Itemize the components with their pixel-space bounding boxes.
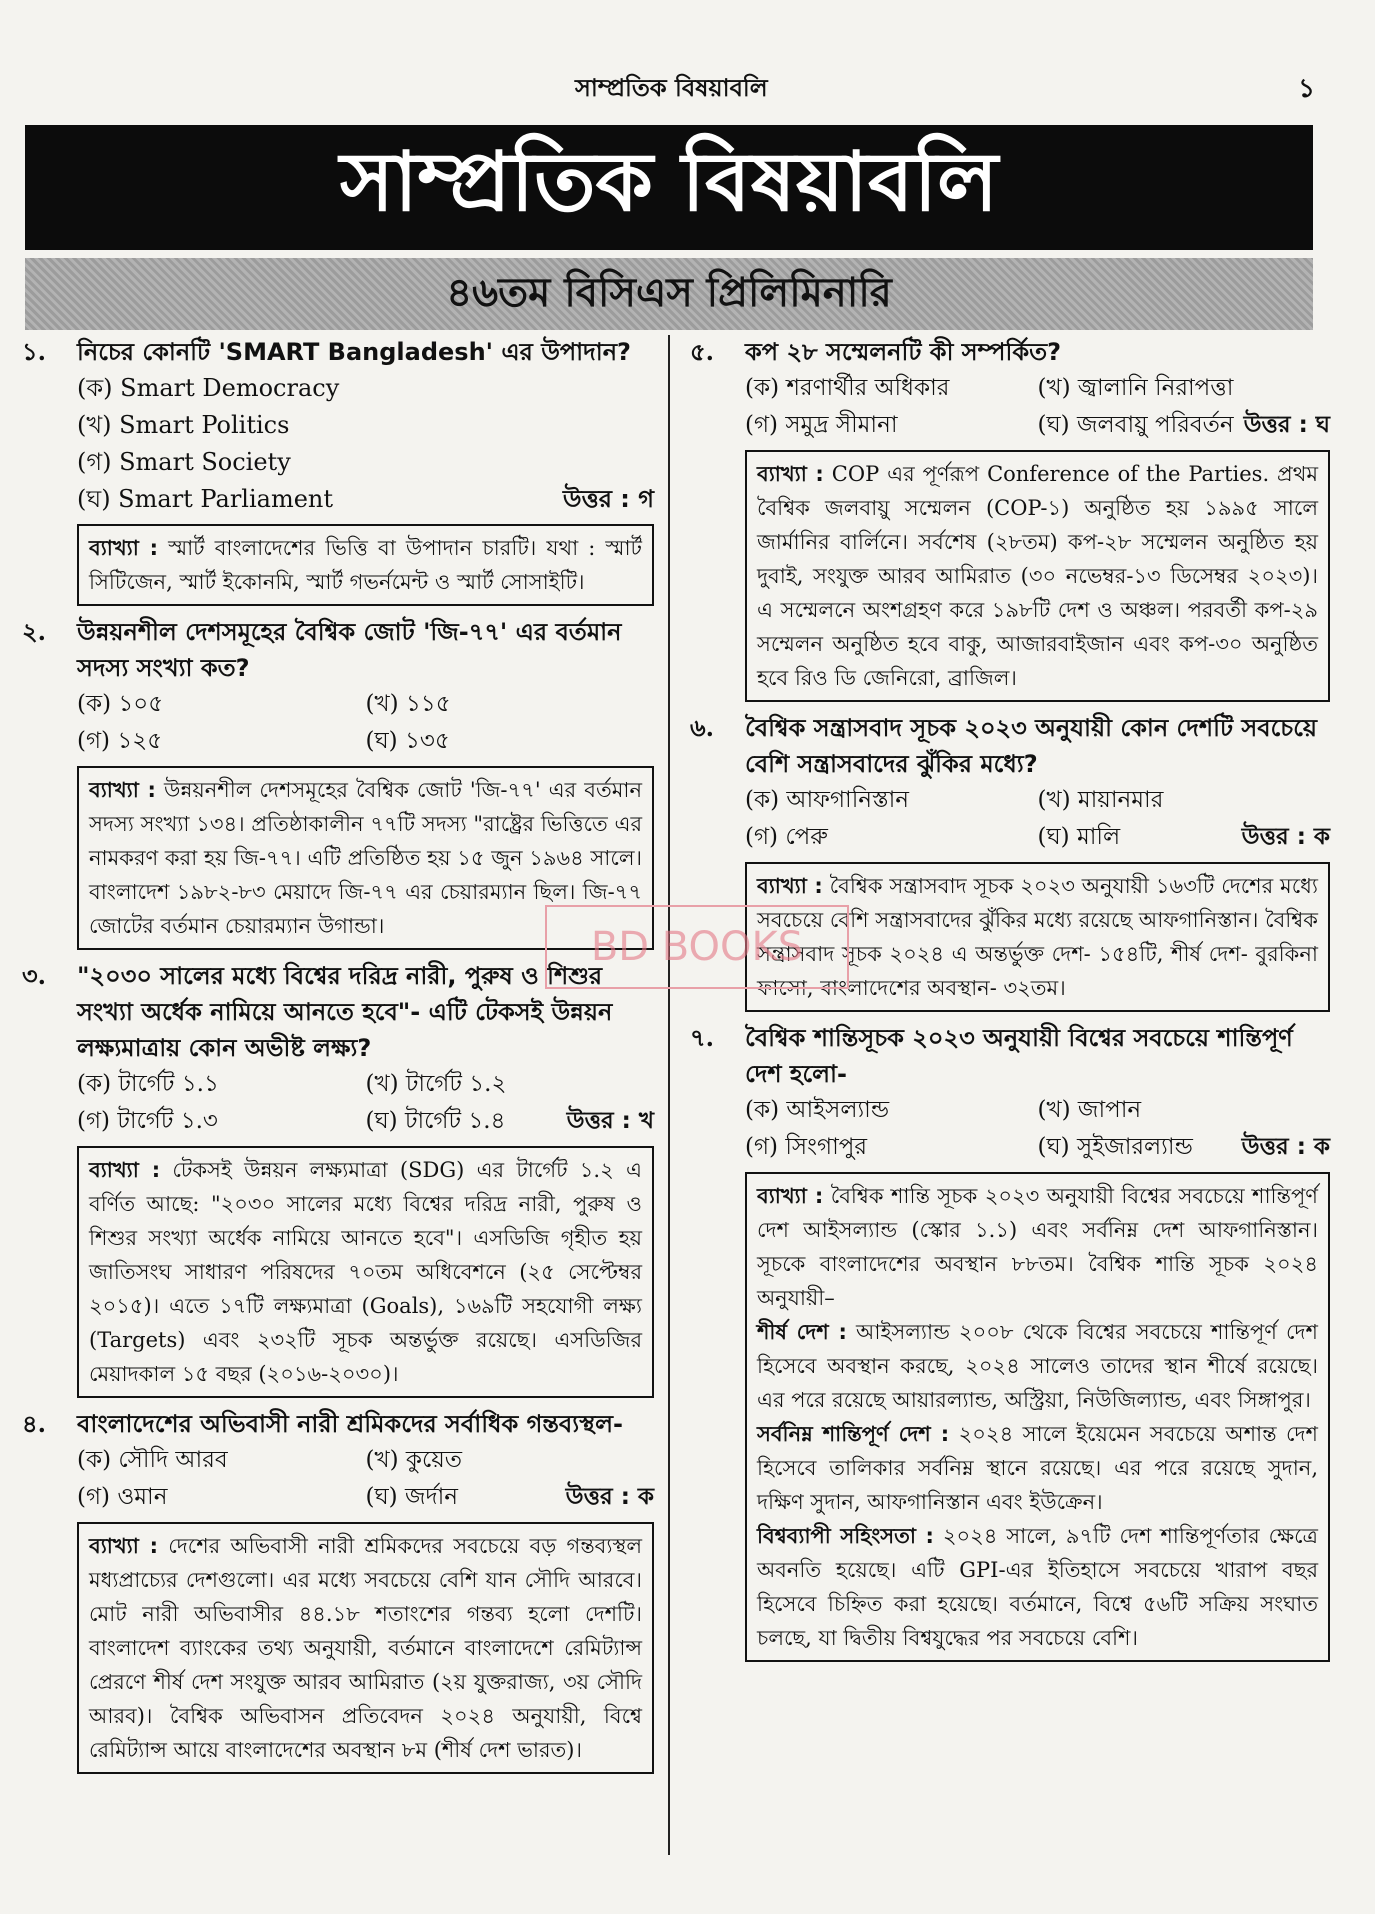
question-number: ৫.: [690, 337, 714, 366]
question-number: ৩.: [22, 961, 46, 990]
question-number: ১.: [22, 337, 46, 366]
explanation-label: ব্যাখ্যা :: [89, 1534, 159, 1558]
option-gha: (ঘ) মালি: [1037, 824, 1121, 850]
explanation-text: COP এর পূর্ণরূপ Conference of the Parties. প্রথম বৈশ্বিক জলবায়ু সম্মেলন (COP-১) অনুষ্ঠিত হয় ১৯৯৫ সালে জার্মানির বার্লিনে। সর্বশেষ (২৮তম) কপ-২৮ সম্মেলন অনুষ্ঠিত হয় দুবাই, সংযুক্ত আরব আমিরাত (৩০ নভেম্বর-১৩ ডিসেম্বর ২০২৩)। এ সম্মেলনে অংশগ্রহণ করে ১৯৮টি দেশ ও অঞ্চল। পরবর্তী কপ-২৯ সম্মেলন অনুষ্ঠিত হবে বাকু, আজারবাইজান এবং কপ-৩০ অনুষ্ঠিত হবে রিও ডি জেনিরো, ব্রাজিল।: [757, 462, 1318, 690]
question-1: [22, 334, 654, 370]
option-ka: (ক) শরণার্থীর অধিকার: [745, 375, 950, 401]
question-text: বৈশ্বিক শান্তিসূচক ২০২৩ অনুযায়ী বিশ্বের সবচেয়ে শান্তিপূর্ণ দেশ হলো-: [745, 1024, 1293, 1088]
explanation-text: বৈশ্বিক সন্ত্রাসবাদ সূচক ২০২৩ অনুযায়ী ১৬৩টি দেশের মধ্যে সবচেয়ে বেশি সন্ত্রাসবাদের ঝুঁকির মধ্যে রয়েছে আফগানিস্তান। বৈশ্বিক সন্ত্রাসবাদ সূচক ২০২৪ এ অন্তর্ভুক্ত দেশ- ১৫৪টি, শীর্ষ দেশ- বুরকিনা ফাসো, বাংলাদেশের অবস্থান- ৩২তম।: [757, 874, 1318, 1000]
explanation-box: [745, 1172, 1330, 1662]
question-text: নিচের কোনটি 'SMART Bangladesh' এর উপাদান?: [77, 338, 631, 366]
explanation-box: [745, 450, 1330, 702]
section-title-bar: ৪৬তম বিসিএস প্রিলিমিনারি: [25, 258, 1313, 330]
option-gha: (ঘ) Smart Parliament: [77, 485, 334, 513]
chapter-title-banner: সাম্প্রতিক বিষয়াবলি: [25, 125, 1313, 250]
option-ga: (গ) সিংগাপুর: [745, 1134, 868, 1160]
question-2: [22, 614, 654, 686]
options: [745, 370, 1330, 444]
explanation-box: [77, 524, 654, 606]
option-ga: (গ) পেরু: [745, 824, 828, 850]
option-ka: (ক) টার্গেট ১.১: [77, 1071, 219, 1097]
explanation-text: দেশের অভিবাসী নারী শ্রমিকদের সবচেয়ে বড় গন্তব্যস্থল মধ্যপ্রাচ্যের দেশগুলো। এর মধ্যে সবচেয়ে বেশি যান সৌদি আরবে। মোট নারী অভিবাসীর ৪৪.১৮ শতাংশের গন্তব্য হলো দেশটি। বাংলাদেশ ব্যাংকের তথ্য অনুযায়ী, বর্তমানে বাংলাদেশে রেমিট্যান্স প্রেরণে শীর্ষ দেশ সংযুক্ত আরব আমিরাত (২য় যুক্তরাজ্য, ৩য় সৌদি আরব)। বৈশ্বিক অভিবাসন প্রতিবেদন ২০২৪ অনুযায়ী, বিশ্বে রেমিট্যান্স আয়ে বাংলাদেশের অবস্থান ৮ম (শীর্ষ দেশ ভারত)।: [89, 1534, 643, 1762]
running-title: সাম্প্রতিক বিষয়াবলি: [575, 74, 768, 102]
explanation-box: [77, 1146, 654, 1398]
explanation-box: [77, 1522, 654, 1774]
answer-label: উত্তর : ক: [1241, 824, 1330, 850]
options: [77, 686, 654, 760]
answer-label: উত্তর : ক: [565, 1484, 654, 1510]
option-ka: (ক) সৌদি আরব: [77, 1447, 228, 1473]
option-ga: (গ) টার্গেট ১.৩: [77, 1108, 218, 1134]
option-gha: (ঘ) জলবায়ু পরিবর্তন: [1037, 412, 1234, 438]
column-divider: [668, 335, 670, 1855]
option-ga: (গ) সমুদ্র সীমানা: [745, 412, 898, 438]
option-row: [366, 1479, 655, 1516]
page-number: ১: [1298, 74, 1315, 104]
answer-label: উত্তর : গ: [562, 485, 654, 513]
question-text: কপ ২৮ সম্মেলনটি কী সম্পর্কিত?: [745, 338, 1062, 366]
running-header: [0, 60, 1375, 104]
right-column: [690, 330, 1330, 1670]
options: [77, 1066, 654, 1140]
question-number: ৭.: [690, 1023, 714, 1052]
question-text: "২০৩০ সালের মধ্যে বিশ্বের দরিদ্র নারী, পুরুষ ও শিশুর সংখ্যা অর্ধেক নামিয়ে আনতে হবে"- এটি টেকসই উন্নয়ন লক্ষ্যমাত্রায় কোন অভীষ্ট লক্ষ্য?: [77, 962, 613, 1062]
explanation-label: ব্যাখ্যা :: [89, 1158, 161, 1182]
option-row: [1038, 407, 1331, 444]
question-6: [690, 710, 1330, 782]
option-gha: (ঘ) ১৩৫: [365, 728, 450, 754]
left-column: [22, 330, 654, 1782]
options: [77, 1442, 654, 1516]
watermark-logo: BD BOOKS: [545, 905, 849, 989]
option-kha: (খ) জাপান: [1037, 1097, 1142, 1123]
option-ka: (ক) ১০৫: [77, 691, 164, 717]
explanation-label: ব্যাখ্যা :: [89, 536, 158, 560]
answer-label: উত্তর : ক: [1241, 1134, 1330, 1160]
question-number: ৪.: [22, 1409, 46, 1438]
options: [77, 370, 654, 518]
explanation-text: বৈশ্বিক শান্তি সূচক ২০২৩ অনুযায়ী বিশ্বের সবচেয়ে শান্তিপূর্ণ দেশ আইসল্যান্ড (স্কোর ১.১) এবং সর্বনিম্ন দেশ আফগানিস্তান। সূচকে বাংলাদেশের অবস্থান ৮৮তম। বৈশ্বিক শান্তি সূচক ২০২৪ অনুযায়ী–: [757, 1184, 1318, 1310]
explanation-label: ব্যাখ্যা :: [89, 778, 156, 802]
explanation-text: উন্নয়নশীল দেশসমূহের বৈশ্বিক জোট 'জি-৭৭' এর বর্তমান সদস্য সংখ্যা ১৩৪। প্রতিষ্ঠাকালীন ৭৭টি সদস্য "রাষ্ট্রের ভিত্তিতে এর নামকরণ করা হয় জি-৭৭। এটি প্রতিষ্ঠিত হয় ১৫ জুন ১৯৬৪ সালে। বাংলাদেশ ১৯৮২-৮৩ মেয়াদে জি-৭৭ এর চেয়ারম্যান ছিল। জি-৭৭ জোটের বর্তমান চেয়ারম্যান উগান্ডা।: [89, 778, 642, 938]
question-text: বৈশ্বিক সন্ত্রাসবাদ সূচক ২০২৩ অনুযায়ী কোন দেশটি সবচেয়ে বেশি সন্ত্রাসবাদের ঝুঁকির মধ্যে?: [745, 714, 1317, 778]
explanation-text: টেকসই উন্নয়ন লক্ষ্যমাত্রা (SDG) এর টার্গেট ১.২ এ বর্ণিত আছে: "২০৩০ সালের মধ্যে বিশ্বের দরিদ্র নারী, পুরুষ ও শিশুর সংখ্যা অর্ধেক নামিয়ে আনতে হবে"। এসডিজি গৃহীত হয় জাতিসংঘ সাধারণ পরিষদের ৭০তম অধিবেশনে (২৫ সেপ্টেম্বর ২০১৫)। এতে ১৭টি লক্ষ্যমাত্রা (Goals), ১৬৯টি সহযোগী লক্ষ্য (Targets) এবং ২৩২টি সূচক অন্তর্ভুক্ত রয়েছে। এসডিজির মেয়াদকাল ১৫ বছর (২০১৬-২০৩০)।: [89, 1158, 642, 1386]
question-text: বাংলাদেশের অভিবাসী নারী শ্রমিকদের সর্বাধিক গন্তব্যস্থল-: [77, 1410, 623, 1438]
options: [745, 782, 1330, 856]
option-kha: (খ) জ্বালানি নিরাপত্তা: [1037, 375, 1234, 401]
explanation-text: স্মার্ট বাংলাদেশের ভিত্তি বা উপাদান চারটি। যথা : স্মার্ট সিটিজেন, স্মার্ট ইকোনমি, স্মার্ট গভর্নমেন্ট ও স্মার্ট সোসাইটি।: [89, 536, 642, 594]
option-row: [77, 481, 654, 518]
option-ka: (ক) Smart Democracy: [77, 374, 340, 402]
option-kha: (খ) কুয়েত: [365, 1447, 463, 1473]
explanation-label: ব্যাখ্যা :: [757, 462, 824, 486]
option-row: [1038, 1129, 1331, 1166]
question-7: [690, 1020, 1330, 1092]
option-ga: (গ) ওমান: [77, 1484, 168, 1510]
option-kha: (খ) ১১৫: [365, 691, 451, 717]
question-text: উন্নয়নশীল দেশসমূহের বৈশ্বিক জোট 'জি-৭৭' এর বর্তমান সদস্য সংখ্যা কত?: [77, 618, 622, 682]
question-number: ৬.: [690, 713, 714, 742]
question-number: ২.: [22, 617, 46, 646]
options: [745, 1092, 1330, 1166]
answer-label: উত্তর : ঘ: [1243, 412, 1330, 438]
option-ga: (গ) ১২৫: [77, 728, 163, 754]
option-kha: (খ) মায়ানমার: [1037, 787, 1164, 813]
top-country-label: শীর্ষ দেশ :: [757, 1320, 847, 1344]
global-violence-text: ২০২৪ সালে, ৯৭টি দেশ শান্তিপূর্ণতার ক্ষেত্রে অবনতি হয়েছে। এটি GPI-এর ইতিহাসে সবচেয়ে খারাপ বছর হিসেবে চিহ্নিত করা হয়েছে। বর্তমানে, বিশ্বে ৫৬টি সক্রিয় সংঘাত চলছে, যা দ্বিতীয় বিশ্বযুদ্ধের পর সবচেয়ে বেশি।: [757, 1524, 1318, 1650]
option-gha: (ঘ) সুইজারল্যান্ড: [1037, 1134, 1193, 1160]
option-kha: (খ) Smart Politics: [77, 411, 290, 439]
question-5: [690, 334, 1330, 370]
option-ga: (গ) Smart Society: [77, 448, 291, 476]
option-gha: (ঘ) টার্গেট ১.৪: [365, 1108, 506, 1134]
least-peaceful-label: সর্বনিম্ন শান্তিপূর্ণ দেশ :: [757, 1422, 950, 1446]
top-country-text: আইসল্যান্ড ২০০৮ থেকে বিশ্বের সবচেয়ে শান্তিপূর্ণ দেশ হিসেবে অবস্থান করছে, ২০২৪ সালেও তাদের স্থান শীর্ষে রয়েছে। এর পরে রয়েছে আয়ারল্যান্ড, অস্ট্রিয়া, নিউজিল্যান্ড, এবং সিঙ্গাপুর।: [757, 1320, 1318, 1412]
explanation-label: ব্যাখ্যা :: [757, 874, 823, 898]
option-ka: (ক) আফগানিস্তান: [745, 787, 909, 813]
option-kha: (খ) টার্গেট ১.২: [365, 1071, 507, 1097]
option-row: [366, 1103, 655, 1140]
option-row: [1038, 819, 1331, 856]
option-ka: (ক) আইসল্যান্ড: [745, 1097, 890, 1123]
explanation-label: ব্যাখ্যা :: [757, 1184, 824, 1208]
global-violence-label: বিশ্বব্যাপী সহিংসতা :: [757, 1524, 934, 1548]
option-gha: (ঘ) জর্দান: [365, 1484, 459, 1510]
least-peaceful-text: ২০২৪ সালে ইয়েমেন সবচেয়ে অশান্ত দেশ হিসেবে তালিকার সর্বনিম্ন স্থানে রয়েছে। এর পরে রয়েছে সুদান, দক্ষিণ সুদান, আফগানিস্তান এবং ইউক্রেন।: [757, 1422, 1318, 1514]
question-4: [22, 1406, 654, 1442]
answer-label: উত্তর : খ: [566, 1108, 654, 1134]
